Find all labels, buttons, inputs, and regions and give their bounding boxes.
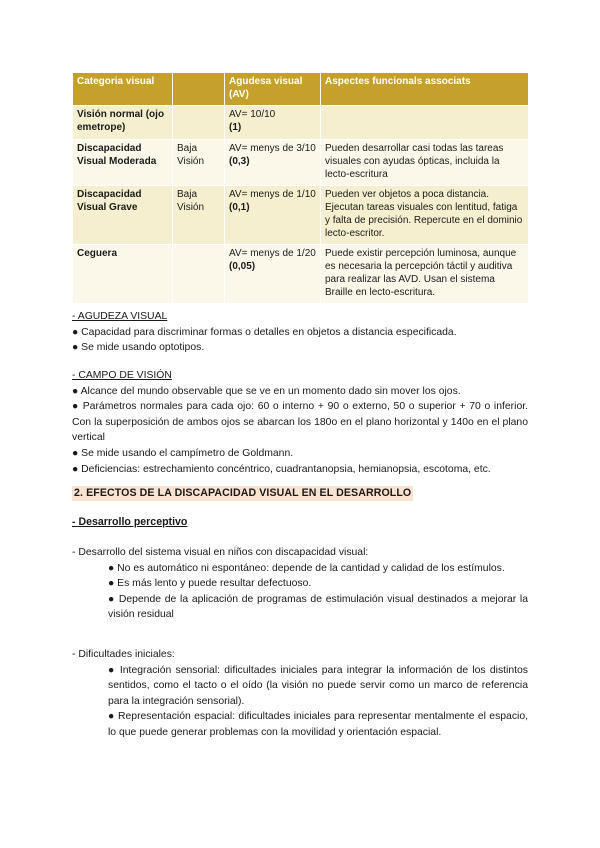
agudeza-line: ● Capacidad para discriminar formas o detalles en objetos a distancia especificada. [72,326,457,338]
av-ratio: AV= menys de 3/10 [229,143,316,154]
header-aspects: Aspectes funcionals associats [321,73,529,106]
dev-item: ● Es más lento y puede resultar defectuoso. [108,578,312,590]
av-value: (0,3) [229,156,250,167]
campo-line: ● Parámetros normales para cada ojo: 60 o interno + 90 o externo, 50 o superior + 70 o inferior. Con la superposición de ambos ojos se abarcan los 180o en el plano horizontal y 140o en el plano vertical [72,401,528,444]
row-aspects: Pueden ver objetos a poca distancia. Ejecutan tareas visuales con lentitud, fatiga y falta de precisión. Repercute en el dominio lecto-escritor. [321,186,529,245]
visual-categories-table [72,72,529,304]
row-sub: Baja Visión [173,140,225,186]
table-row [73,186,529,245]
dev-item: ● Depende de la aplicación de programas de estimulación visual destinados a mejorar la visión residual [108,593,528,621]
row-category: Discapacidad Visual Grave [73,186,173,245]
row-category: Visión normal (ojo emetrope) [73,106,173,140]
development-block [72,545,528,623]
av-value: (0,05) [229,261,256,272]
row-av [225,140,321,186]
row-category: Ceguera [73,245,173,304]
row-sub: Baja Visión [173,186,225,245]
av-ratio: AV= menys de 1/20 [229,248,316,259]
campo-section [72,368,528,477]
dev-item: ● No es automático ni espontáneo: depende de la cantidad y calidad de los estímulos. [108,562,505,574]
header-sub [173,73,225,106]
campo-title: - CAMPO DE VISIÓN [72,370,172,381]
dif-item: ● Integración sensorial: dificultades iniciales para integrar la información de los distintos sentidos, como el tacto o el oído (la visión no puede servir como un marco de referencia para la integración sensorial). [108,664,528,707]
section-title: 2. EFECTOS DE LA DISCAPACIDAD VISUAL EN EL DESARROLLO [74,487,412,499]
row-av [225,186,321,245]
row-aspects [321,106,529,140]
table-header-row [73,73,529,106]
av-ratio: AV= 10/10 [229,109,276,120]
av-value: (0,1) [229,202,250,213]
dif-intro: - Dificultades iniciales: [72,649,175,660]
table-row [73,140,529,186]
header-category: Categoria visual [73,73,173,106]
av-ratio: AV= menys de 1/10 [229,189,316,200]
campo-line: ● Deficiencias: estrechamiento concéntrico, cuadrantanopsia, hemianopsia, escotoma, etc. [72,463,491,475]
agudeza-title: - AGUDEZA VISUAL [72,311,168,322]
header-av: Agudesa visual (AV) [225,73,321,106]
row-av [225,245,321,304]
table-row [73,106,529,140]
row-sub [173,106,225,140]
agudeza-section [72,309,528,356]
campo-line: ● Alcance del mundo observable que se ve en un momento dado sin mover los ojos. [72,385,461,397]
row-av [225,106,321,140]
row-category: Discapacidad Visual Moderada [73,140,173,186]
dev-intro: - Desarrollo del sistema visual en niños con discapacidad visual: [72,547,369,558]
difficulties-block [72,647,528,741]
section-subtitle: - Desarrollo perceptivo [72,516,188,528]
campo-line: ● Se mide usando el campímetro de Goldmann. [72,447,294,459]
row-aspects: Puede existir percepción luminosa, aunque es necesaria la percepción táctil y auditiva para realizar las AVD. Usan el sistema Braille en lecto-escritura. [321,245,529,304]
row-sub [173,245,225,304]
agudeza-line: ● Se mide usando optotipos. [72,342,205,354]
table-row [73,245,529,304]
dif-item: ● Representación espacial: dificultades iniciales para representar mentalmente el espacio, lo que puede generar problemas con la movilidad y orientación espacial. [108,711,528,738]
av-value: (1) [229,122,242,133]
row-aspects: Pueden desarrollar casi todas las tareas visuales con ayudas ópticas, incluida la lecto-escritura [321,140,529,186]
